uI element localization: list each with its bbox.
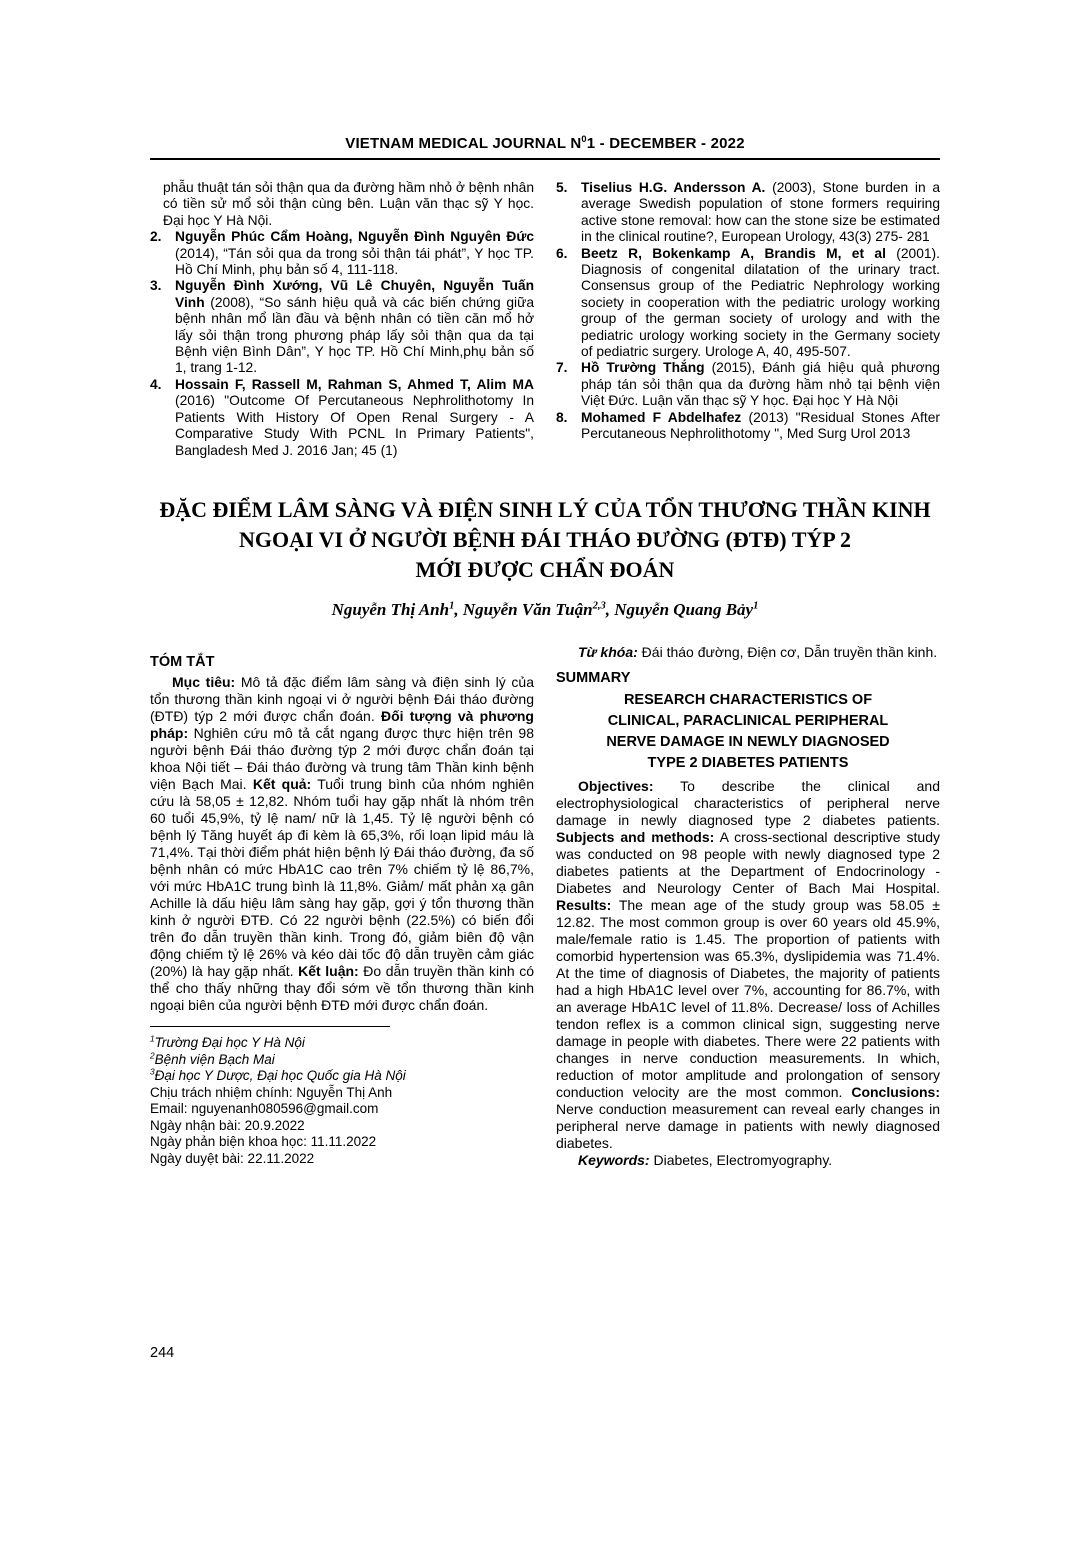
reference-continuation [150,180,534,229]
footnote-corresponding-author: Chịu trách nhiệm chính: Nguyễn Thị Anh [150,1084,393,1100]
reference-text: Nguyễn Đình Xướng, Vũ Lê Chuyên, Nguyễn Tuấn Vinh (2008), “So sánh hiệu quả và các biến chứng giữa bệnh nhân mổ lần đầu và bệnh nhân có tiền căn mổ hở lấy sỏi thận trong phương pháp lấy sỏi thận qua da tại Bệnh viện Bình Dân”, Y học TP. Hồ Chí Minh,phụ bản số 1, trang 1-12. [175,278,534,376]
body-column-left [150,644,534,1169]
page-header [150,135,940,160]
article-title-line: MỚI ĐƯỢC CHẨN ĐOÁN [415,556,675,582]
footnote-accepted-date: Ngày duyệt bài: 22.11.2022 [150,1151,315,1167]
reference-item-5 [556,180,940,246]
page-number: 244 [150,1345,175,1361]
summary-title-line: RESEARCH CHARACTERISTICS OF [623,691,873,708]
summary-title-line: TYPE 2 DIABETES PATIENTS [647,754,849,771]
reference-item-4 [150,377,534,459]
reference-item-6 [556,246,940,361]
reference-number: 5. [556,180,568,195]
footnote-review-date: Ngày phản biện khoa học: 11.11.2022 [150,1134,377,1150]
references-column-left [150,180,534,459]
reference-number: 7. [556,360,568,376]
abstract-paragraph-english: Objectives: To describe the clinical and electrophysiological characteristics of peripheral nerve damage in newly diagnosed type 2 diabetes patients. Subjects and methods: A cross-sectional descriptive study was conducted on 98 people with newly diagnosed type 2 diabetes patients at the Department of Endocrinology - Diabetes and Neurology Center of Bach Mai Hospital. Results: The mean age of the study group was 58.05 ± 12.82. The most common group is over 60 years old 45.9%, male/female ratio is 1.45. The proportion of patients with comorbid hypertension was 65.3%, dyslipidemia was 71.4%. At the time of diagnosis of Diabetes, the majority of patients had a high HbA1C level over 7%, accounting for 86.7%, with an average HbA1C level of 11.8%. Decrease/ loss of Achilles tendon reflex is a common clinical sign, suggesting nerve damage in people with diabetes. There were 22 patients with changes in nerve conduction measurements. In which, reduction of motor amplitude and prolongation of sensory conduction velocity are the most common. Conclusions: Nerve conduction measurement can reveal early changes in peripheral nerve damage in patients with newly diagnosed diabetes. [556,777,940,1151]
reference-text: Hồ Trường Thắng (2015), Đánh giá hiệu quả phương pháp tán sỏi thận qua da đường hầm nhỏ tại bệnh viện Việt Đức. Luận văn thạc sỹ Y học. Đại học Y Hà Nội [581,360,940,409]
footnote-affiliation-2: $^2$Bệnh viện Bạch Mai [150,1050,275,1067]
reference-number: 6. [556,245,568,261]
keywords-line-vietnamese: Từ khóa: Đái tháo đường, Điện cơ, Dẫn truyền thần kinh. [578,643,938,660]
journal-title: VIETNAM MEDICAL JOURNAL $N^01$ - DECEMBER - 2022 [345,134,745,152]
reference-text: Mohamed F Abdelhafez (2013) "Residual Stones After Percutaneous Nephrolithotomy ", Med Surg Urol 2013 [581,409,940,442]
reference-text: Nguyễn Phúc Cẩm Hoàng, Nguyễn Đình Nguyên Đức (2014), “Tán sỏi qua da trong sỏi thận tái phát”, Y học TP. Hồ Chí Minh, phụ bản số 4, 111-118. [175,229,534,278]
reference-item-3 [150,278,534,376]
reference-text: phẫu thuật tán sỏi thận qua da đường hầm nhỏ ở bệnh nhân có tiền sử mổ sỏi thận cùng bên. Luận văn thạc sỹ Y học. Đại học Y Hà Nội. [163,180,535,228]
article-body [150,644,940,1169]
keywords-line-english: Keywords: Diabetes, Electromyography. [578,1151,833,1168]
reference-number: 3. [150,278,162,294]
article-title [125,495,965,585]
article-title-line: ĐẶC ĐIỂM LÂM SÀNG VÀ ĐIỆN SINH LÝ CỦA TỔN THƯƠNG THẦN KINH [159,496,931,522]
footnote-separator [150,1026,390,1027]
summary-title-line: NERVE DAMAGE IN NEWLY DIAGNOSED [606,733,890,750]
article-title-line: NGOẠI VI Ở NGƯỜI BỆNH ĐÁI THÁO ĐƯỜNG (ĐTĐ) TÝP 2 [239,526,851,552]
reference-item-7 [556,360,940,409]
reference-item-8 [556,410,940,443]
summary-title-line: CLINICAL, PARACLINICAL PERIPHERAL [607,712,889,729]
abstract-paragraph-vietnamese: Mục tiêu: Mô tả đặc điểm lâm sàng và điện sinh lý của tổn thương thần kinh ngoại vi ở người bệnh Đái tháo đường (ĐTĐ) týp 2 mới được chẩn đoán. Đối tượng và phương pháp: Nghiên cứu mô tả cắt ngang được thực hiện trên 98 người bệnh Đái tháo đường týp 2 mới được chẩn đoán tại khoa Nội tiết – Đái tháo đường và trung tâm Thần kinh bệnh viện Bạch Mai. Kết quả: Tuổi trung bình của nhóm nghiên cứu là 58,05 ± 12,82. Nhóm tuổi hay gặp nhất là nhóm trên 60 tuổi 45,9%, tỷ lệ nam/ nữ là 1,45. Tỷ lệ người bệnh có bệnh lý Tăng huyết áp đi kèm là 65,3%, rối loạn lipid máu là 71,4%. Tại thời điểm phát hiện bệnh lý Đái tháo đường, đa số bệnh nhân có mức HbA1C cao trên 7% chiếm tỷ lệ 86,7%, với mức HbA1C trung bình là 11,8%. Giảm/ mất phản xạ gân Achille là dấu hiệu lâm sàng hay gặp, gợi ý tổn thương thần kinh ở người ĐTĐ. Có 22 người bệnh (22.5%) có biến đổi trên đo dẫn truyền thần kinh. Trong đó, giảm biên độ vận động chiếm tỷ lệ 26% và kéo dài tốc độ dẫn truyền cảm giác (20%) là hay gặp nhất. Kết luận: Đo dẫn truyền thần kinh có thể cho thấy những thay đổi sớm về tổn thương thần kinh ngoại biên của người bệnh ĐTĐ mới được chẩn đoán. [150,673,535,1013]
reference-number: 8. [556,409,568,425]
abstract-heading: TÓM TẮT [150,653,215,670]
summary-heading: SUMMARY [556,669,631,686]
reference-item-2 [150,229,534,278]
reference-number: 2. [150,229,162,245]
reference-text: Beetz R, Bokenkamp A, Brandis M, et al (2001). Diagnosis of congenital dilatation of the urinary tract. Consensus group of the Pediatric Nephrology working society in cooperation with the pediatric urology working group of the german society of urology and with the pediatric urology working society in the Germany society of pediatric surgery. Urologe A, 40, 495-507. [581,245,940,360]
footnote-received-date: Ngày nhận bài: 20.9.2022 [150,1117,305,1133]
references-column-right [556,180,940,459]
footnote-email: Email: nguyenanh080596@gmail.com [150,1101,379,1117]
summary-title [562,690,934,774]
reference-number: 4. [150,376,162,392]
footnote-affiliation-1: $^1$Trường Đại học Y Hà Nội [150,1033,305,1050]
reference-text: Tiselius H.G. Andersson A. (2003), Stone burden in a average Swedish population of stone formers requiring active stone removal: how can the stone size be estimated in the clinical routine?, European Urology, 43(3) 275- 281 [581,180,941,245]
body-column-right [556,644,940,1169]
reference-text: Hossain F, Rassell M, Rahman S, Ahmed T, Alim MA (2016) "Outcome Of Percutaneous Nephrolithotomy In Patients With History Of Open Renal Surgery - A Comparative Study With PCNL In Primary Patients", Bangladesh Med J. 2016 Jan; 45 (1) [175,376,534,458]
footnote-affiliation-3: $^3$Đại học Y Dược, Đại học Quốc gia Hà Nội [150,1066,406,1084]
references-section [150,180,940,459]
authors-line: Nguyễn Thị Anh$^1$, Nguyễn Văn Tuận$^{2,3}$, Nguyễn Quang Bảy$^1$ [331,599,759,619]
